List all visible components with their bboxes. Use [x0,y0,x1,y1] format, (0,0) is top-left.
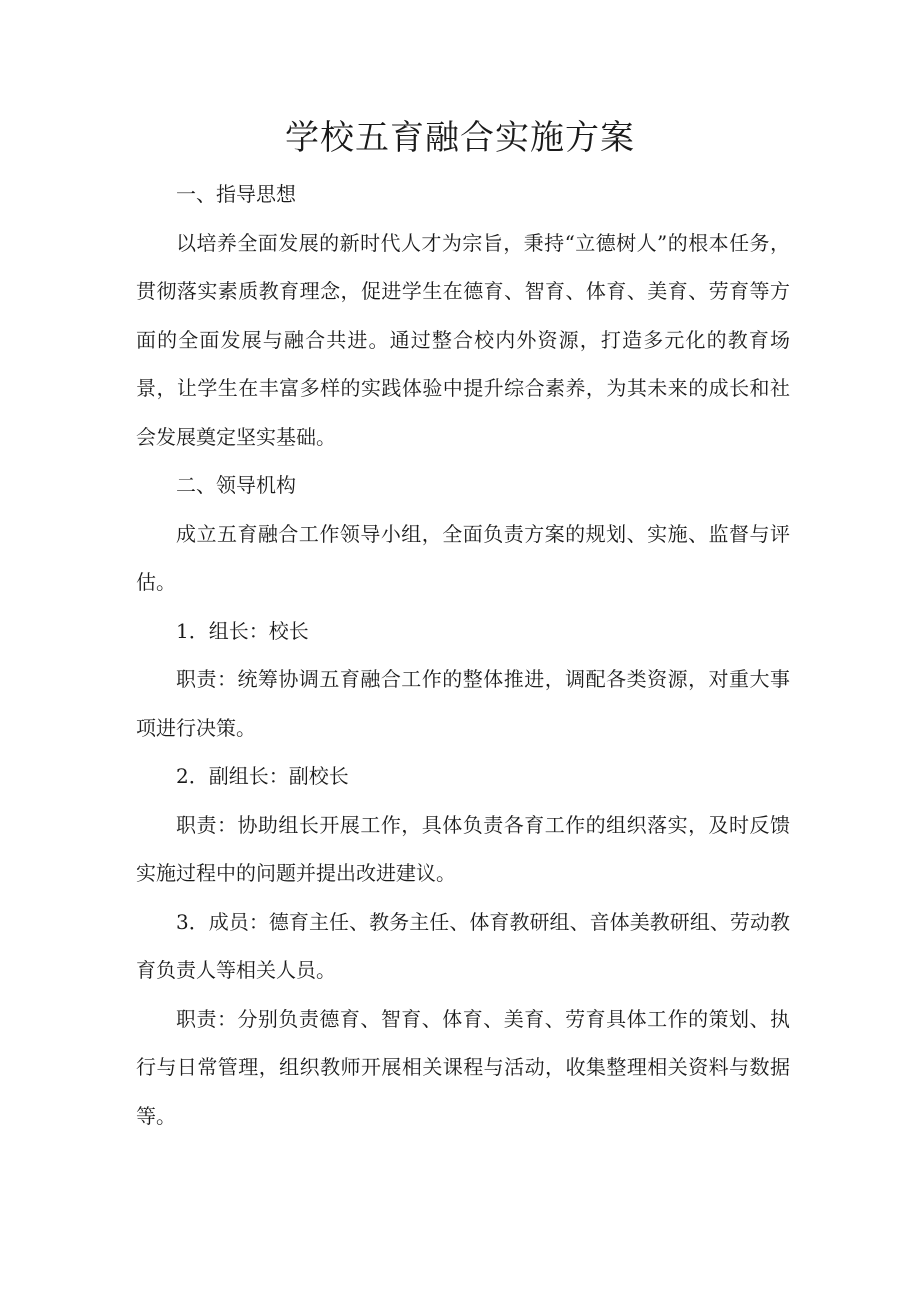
document-body [136,170,790,1140]
section-heading-guiding-ideology: 一、指导思想 [176,182,296,206]
paragraph-group-leader-duty: 职责：统筹协调五育融合工作的整体推进，调配各类资源，对重大事项进行决策。 [136,667,790,740]
item-group-leader: 1．组长：校长 [176,618,309,643]
paragraph-deputy-leader-duty: 职责：协助组长开展工作，具体负责各育工作的组织落实，及时反馈实施过程中的问题并提出改进建议。 [136,812,790,885]
paragraph-members-duty: 职责：分别负责德育、智育、体育、美育、劳育具体工作的策划、执行与日常管理，组织教师开展相关课程与活动，收集整理相关资料与数据等。 [136,1006,790,1128]
item-members: 3．成员：德育主任、教务主任、体育教研组、音体美教研组、劳动教育负责人等相关人员。 [136,909,790,982]
item-deputy-leader: 2．副组长：副校长 [176,764,349,788]
paragraph-guiding-ideology: 以培养全面发展的新时代人才为宗旨，秉持“立德树人”的根本任务，贯彻落实素质教育理念，促进学生在德育、智育、体育、美育、劳育等方面的全面发展与融合共进。通过整合校内外资源，打造多元化的教育场景，让学生在丰富多样的实践体验中提升综合素养，为其未来的成长和社会发展奠定坚实基础。 [136,230,790,449]
section-heading-leadership: 二、领导机构 [176,473,296,497]
document-title: 学校五育融合实施方案 [285,118,635,158]
paragraph-leadership-intro: 成立五育融合工作领导小组，全面负责方案的规划、实施、监督与评估。 [136,521,790,594]
